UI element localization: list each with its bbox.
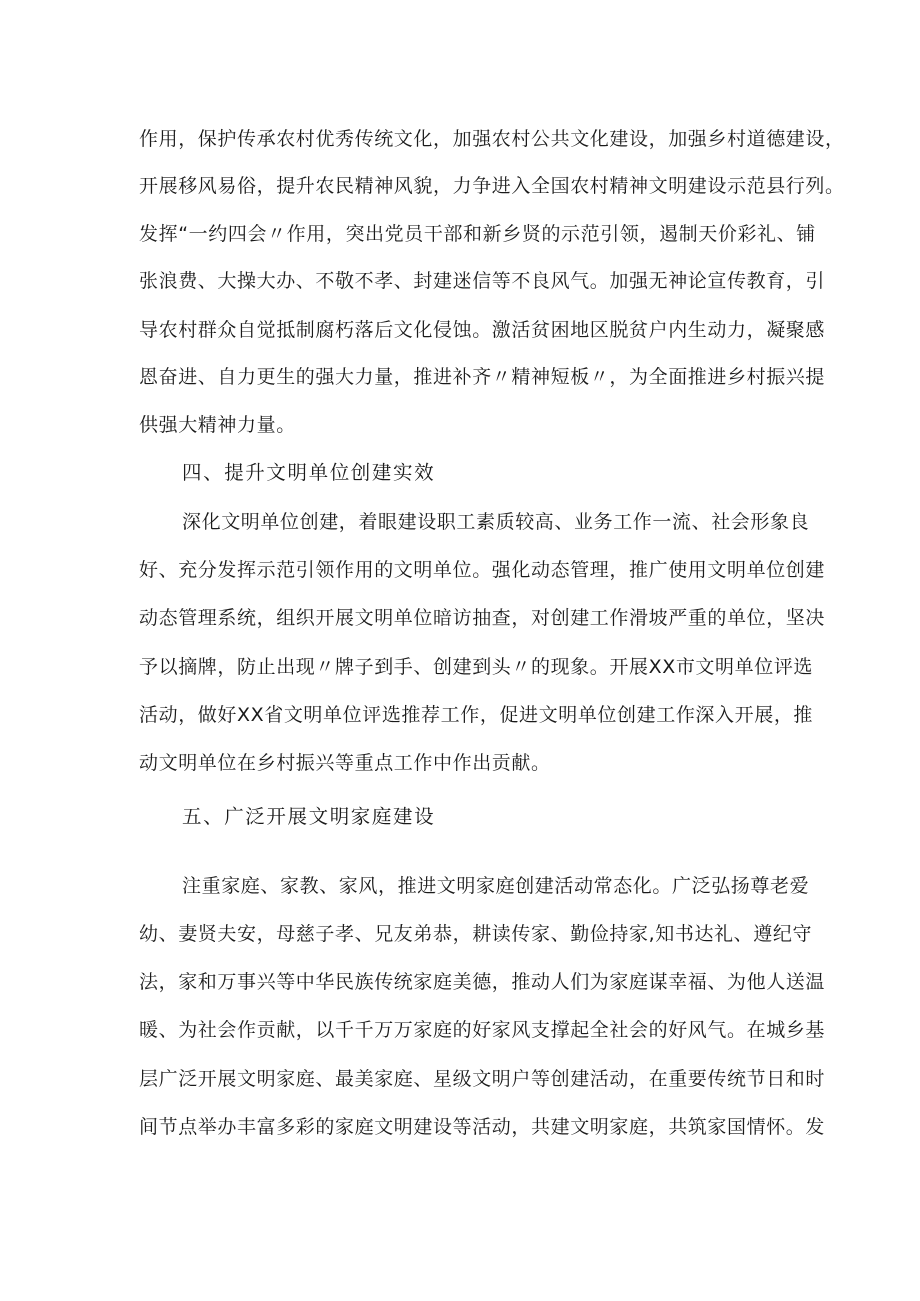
section-heading-4: 四、提升文明单位创建实效	[182, 461, 436, 484]
paragraph-line: 导农村群众自觉抵制腐朽落后文化侵蚀。激活贫困地区脱贫户内生动力，凝聚感	[139, 319, 826, 341]
paragraph-line: 层广泛开展文明家庭、最美家庭、星级文明户等创建活动，在重要传统节日和时	[139, 1068, 826, 1090]
paragraph-line: 恩奋进、自力更生的强大力量，推进补齐〃精神短板〃，为全面推进乡村振兴提	[139, 366, 826, 388]
paragraph-line: 活动，做好XX省文明单位评选推荐工作，促进文明单位创建工作深入开展，推	[139, 704, 814, 726]
paragraph-line: 作用，保护传承农村优秀传统文化，加强农村公共文化建设，加强乡村道德建设，	[139, 128, 845, 150]
paragraph-line: 法，家和万事兴等中华民族传统家庭美德，推动人们为家庭谋幸福、为他人送温	[139, 971, 826, 993]
section-heading-5: 五、广泛开展文明家庭建设	[182, 805, 436, 828]
paragraph-line: 予以摘牌，防止出现〃牌子到手、创建到头〃的现象。开展XX市文明单位评选	[139, 656, 814, 678]
paragraph-line: 发挥“一约四会〃作用，突出党员干部和新乡贤的示范引领，遏制天价彩礼、铺	[139, 223, 816, 245]
paragraph-line: 张浪费、大操大办、不敬不孝、封建迷信等不良风气。加强无神论宣传教育，引	[139, 270, 826, 292]
paragraph-line: 好、充分发挥示范引领作用的文明单位。强化动态管理，推广使用文明单位创建	[139, 559, 826, 581]
paragraph-line: 间节点举办丰富多彩的家庭文明建设等活动，共建文明家庭，共筑家国情怀。发	[139, 1116, 826, 1138]
paragraph-line: 幼、妻贤夫安，母慈子孝、兄友弟恭，耕读传家、勤俭持家,知书达礼、遵纪守	[139, 923, 813, 945]
paragraph-line: 开展移风易俗，提升农民精神风貌，力争进入全国农村精神文明建设示范县行列。	[139, 175, 845, 197]
paragraph-line: 供强大精神力量。	[139, 414, 296, 436]
paragraph-line: 暖、为社会作贡献，以千千万万家庭的好家风支撑起全社会的好风气。在城乡基	[139, 1019, 826, 1041]
paragraph-line: 注重家庭、家教、家风，推进文明家庭创建活动常态化。广泛弘扬尊老爱	[182, 875, 810, 897]
paragraph-line: 动文明单位在乡村振兴等重点工作中作出贡献。	[139, 752, 551, 774]
paragraph-line: 动态管理系统，组织开展文明单位暗访抽查，对创建工作滑坡严重的单位，坚决	[139, 607, 826, 629]
paragraph-line: 深化文明单位创建，着眼建设职工素质较高、业务工作一流、社会形象良	[182, 511, 810, 533]
